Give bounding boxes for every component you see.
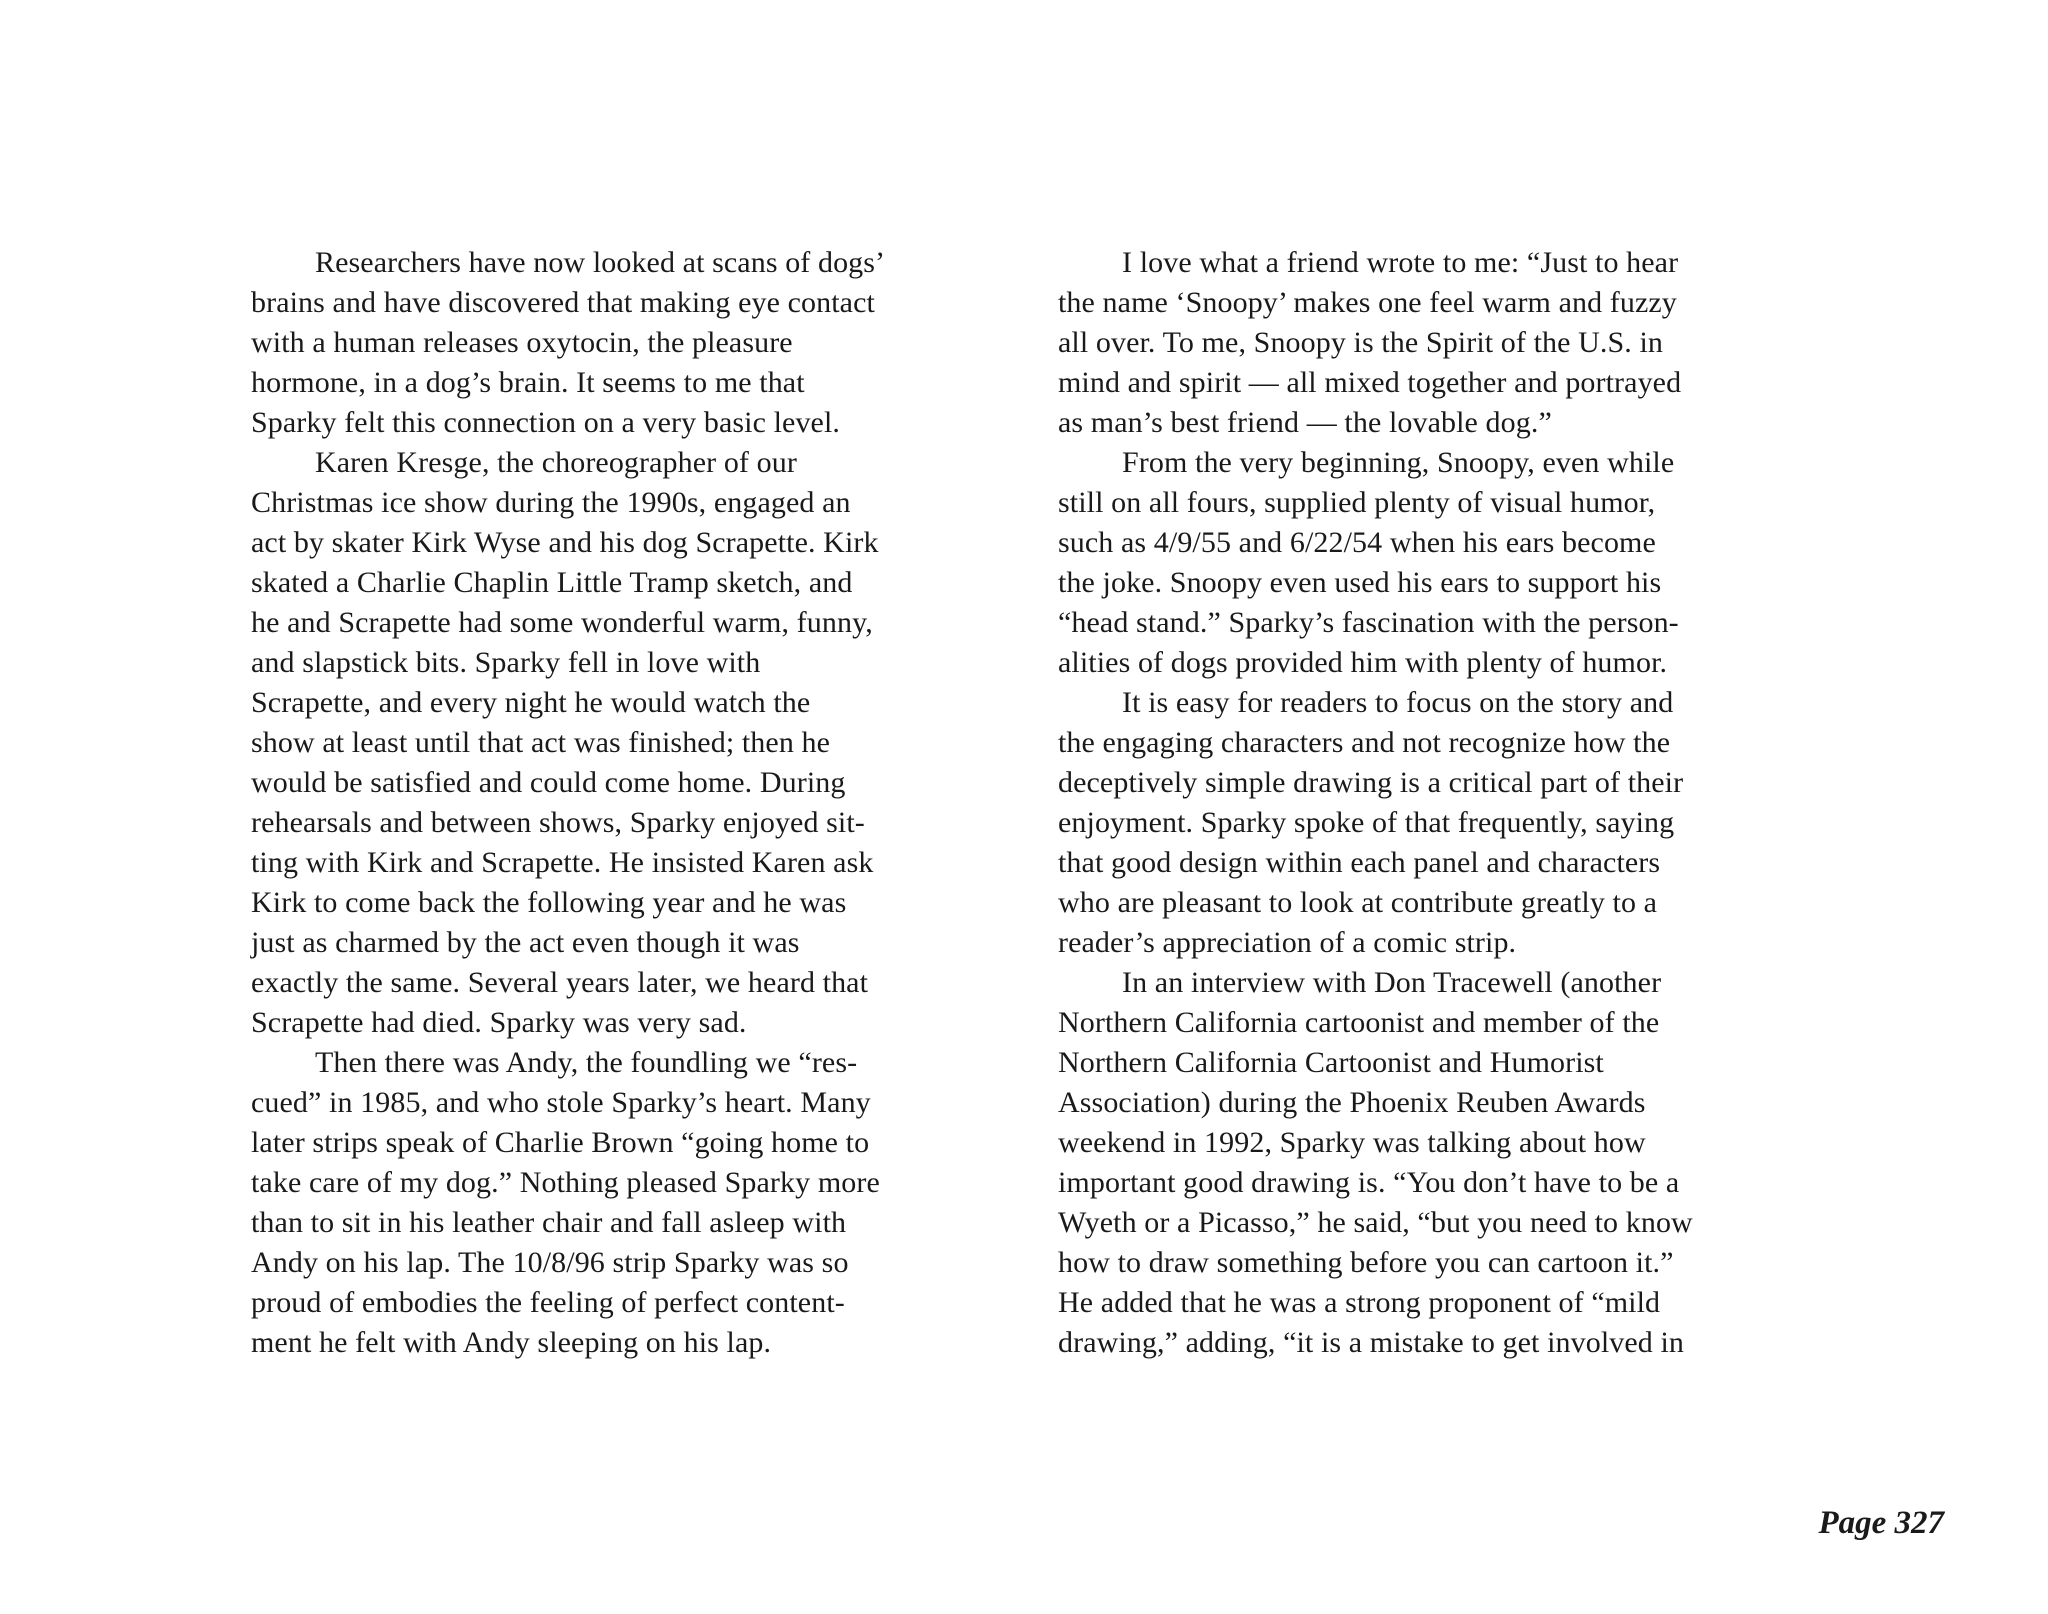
text-line: weekend in 1992, Sparky was talking about how bbox=[1058, 1126, 1646, 1159]
text-line: Kirk to come back the following year and he was bbox=[251, 886, 847, 919]
text-line: rehearsals and between shows, Sparky enjoyed sit- bbox=[251, 806, 865, 839]
text-line: “head stand.” Sparky’s fascination with the person- bbox=[1058, 606, 1679, 639]
text-line: deceptively simple drawing is a critical part of their bbox=[1058, 766, 1684, 799]
text-line: proud of embodies the feeling of perfect content- bbox=[251, 1286, 845, 1319]
text-line: enjoyment. Sparky spoke of that frequently, saying bbox=[1058, 806, 1675, 839]
text-line: that good design within each panel and characters bbox=[1058, 846, 1661, 879]
text-line: It is easy for readers to focus on the story and bbox=[1122, 686, 1674, 719]
text-line: with a human releases oxytocin, the pleasure bbox=[251, 326, 793, 359]
text-line: Scrapette had died. Sparky was very sad. bbox=[251, 1006, 747, 1039]
text-line: would be satisfied and could come home. During bbox=[251, 766, 846, 799]
text-line: mind and spirit — all mixed together and portrayed bbox=[1058, 366, 1682, 399]
text-line: Northern California cartoonist and member of the bbox=[1058, 1006, 1660, 1039]
text-line: drawing,” adding, “it is a mistake to get involved in bbox=[1058, 1326, 1684, 1359]
text-line: ment he felt with Andy sleeping on his lap. bbox=[251, 1326, 772, 1359]
right-text-column bbox=[1058, 243, 1838, 1363]
text-line: Christmas ice show during the 1990s, engaged an bbox=[251, 486, 851, 519]
text-line: ting with Kirk and Scrapette. He insisted Karen ask bbox=[251, 846, 874, 879]
text-line: important good drawing is. “You don’t have to be a bbox=[1058, 1166, 1680, 1199]
text-line: Association) during the Phoenix Reuben Awards bbox=[1058, 1086, 1646, 1119]
text-line: skated a Charlie Chaplin Little Tramp sketch, and bbox=[251, 566, 853, 599]
text-line: later strips speak of Charlie Brown “going home to bbox=[251, 1126, 870, 1159]
text-line: Andy on his lap. The 10/8/96 strip Sparky was so bbox=[251, 1246, 849, 1279]
text-line: who are pleasant to look at contribute greatly to a bbox=[1058, 886, 1658, 919]
text-line: Scrapette, and every night he would watch the bbox=[251, 686, 811, 719]
text-line: all over. To me, Snoopy is the Spirit of the U.S. in bbox=[1058, 326, 1664, 359]
text-line: Karen Kresge, the choreographer of our bbox=[315, 446, 797, 479]
text-line: just as charmed by the act even though it was bbox=[251, 926, 800, 959]
text-line: cued” in 1985, and who stole Sparky’s heart. Many bbox=[251, 1086, 871, 1119]
text-line: I love what a friend wrote to me: “Just to hear bbox=[1122, 246, 1679, 279]
text-line: He added that he was a strong proponent of “mild bbox=[1058, 1286, 1661, 1319]
text-line: reader’s appreciation of a comic strip. bbox=[1058, 926, 1517, 959]
text-line: how to draw something before you can cartoon it.” bbox=[1058, 1246, 1674, 1279]
text-line: Researchers have now looked at scans of dogs’ bbox=[315, 246, 886, 279]
text-line: he and Scrapette had some wonderful warm, funny, bbox=[251, 606, 873, 639]
text-line: Then there was Andy, the foundling we “res- bbox=[315, 1046, 858, 1079]
page-number: Page 327 bbox=[1818, 1505, 1944, 1541]
text-line: the name ‘Snoopy’ makes one feel warm and fuzzy bbox=[1058, 286, 1677, 319]
text-line: Northern California Cartoonist and Humorist bbox=[1058, 1046, 1604, 1079]
text-line: act by skater Kirk Wyse and his dog Scrapette. Kirk bbox=[251, 526, 879, 559]
text-line: Sparky felt this connection on a very basic level. bbox=[251, 406, 840, 439]
text-line: as man’s best friend — the lovable dog.” bbox=[1058, 406, 1552, 439]
text-line: brains and have discovered that making eye contact bbox=[251, 286, 875, 319]
text-line: In an interview with Don Tracewell (another bbox=[1122, 966, 1662, 999]
text-line: From the very beginning, Snoopy, even while bbox=[1122, 446, 1675, 479]
text-line: show at least until that act was finished; then he bbox=[251, 726, 831, 759]
text-line: take care of my dog.” Nothing pleased Sparky more bbox=[251, 1166, 880, 1199]
text-line: the joke. Snoopy even used his ears to support his bbox=[1058, 566, 1662, 599]
text-line: Wyeth or a Picasso,” he said, “but you need to know bbox=[1058, 1206, 1693, 1239]
text-line: still on all fours, supplied plenty of visual humor, bbox=[1058, 486, 1656, 519]
text-line: than to sit in his leather chair and fall asleep with bbox=[251, 1206, 847, 1239]
text-line: alities of dogs provided him with plenty of humor. bbox=[1058, 646, 1668, 679]
text-line: exactly the same. Several years later, we heard that bbox=[251, 966, 869, 999]
text-line: such as 4/9/55 and 6/22/54 when his ears become bbox=[1058, 526, 1656, 559]
text-line: the engaging characters and not recognize how the bbox=[1058, 726, 1671, 759]
text-line: hormone, in a dog’s brain. It seems to me that bbox=[251, 366, 805, 399]
text-line: and slapstick bits. Sparky fell in love with bbox=[251, 646, 761, 679]
left-text-column bbox=[251, 243, 1031, 1363]
